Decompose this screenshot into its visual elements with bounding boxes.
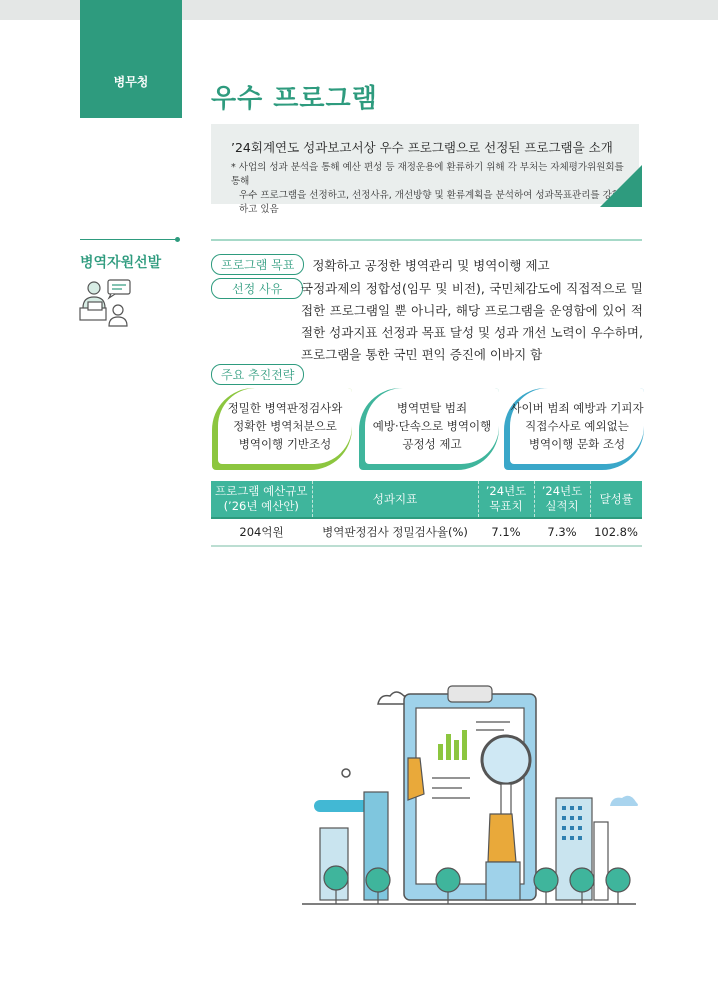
header-target: ’24년도 목표치	[478, 481, 534, 518]
header-indicator: 성과지표	[312, 481, 478, 518]
agency-name: 병무청	[113, 75, 149, 89]
table-row	[211, 518, 642, 546]
cell-budget: 204억원	[211, 518, 312, 546]
summary-note-1: * 사업의 성과 분석을 통해 예산 편성 등 재정운용에 환류하기 위해 각 부처는 자체평가위원회를 통해	[231, 162, 624, 187]
strategy-1-line3: 병역이행 기반조성	[238, 437, 332, 451]
cell-indicator: 병역판정검사 정밀검사율(%)	[312, 518, 478, 546]
strategy-2-line1: 병역면탈 범죄	[396, 401, 468, 415]
table-header-row	[211, 481, 642, 518]
page-title: 우수 프로그램	[211, 84, 378, 114]
strategy-1-line1: 정밀한 병역판정검사와	[227, 401, 343, 415]
strategy-card-2	[359, 388, 499, 470]
header-rate: 달성률	[590, 481, 642, 518]
summary-note-2: 우수 프로그램을 선정하고, 선정사유, 개선방향 및 환류계획을 분석하여 성과목표관리를 강화하고 있음	[239, 190, 621, 215]
strategy-3-line1: 사이버 범죄 예방과 기피자	[510, 401, 644, 415]
program-name: 병역자원선발	[80, 255, 162, 271]
strategy-3-line2: 직접수사로 예외없는	[525, 419, 629, 433]
clipboard-city-illustration	[300, 682, 640, 910]
cell-target: 7.1%	[478, 518, 534, 546]
kpi-table	[211, 481, 642, 547]
strategy-1-line2: 정확한 병역처분으로	[233, 419, 337, 433]
side-divider	[80, 239, 178, 240]
corner-accent	[600, 165, 642, 207]
reason-label: 선정 사유	[211, 278, 303, 299]
agency-tab	[80, 0, 182, 118]
strategy-card-3	[504, 388, 644, 470]
header-budget: 프로그램 예산규모 (’26년 예산안)	[211, 481, 312, 518]
strategy-2-line3: 공정성 제고	[402, 437, 462, 451]
header-actual: ’24년도 실적치	[534, 481, 590, 518]
summary-box	[211, 124, 639, 215]
strategy-row	[211, 364, 304, 385]
reason-text: 국정과제의 정합성(임무 및 비전), 국민체감도에 직접적으로 밀접한 프로그램일 뿐 아니라, 해당 프로그램을 운영함에 있어 적절한 성과지표 선정과 목표 달성 및 성과 개선 노력이 우수하며, 프로그램을 통한 국민 편익 증진에 이바지 함	[301, 281, 643, 362]
goal-row	[211, 254, 550, 275]
strategy-label: 주요 추진전략	[211, 364, 304, 385]
goal-label: 프로그램 목표	[211, 254, 304, 275]
strategy-3-line3: 병역이행 문화 조성	[528, 437, 626, 451]
content-divider	[211, 239, 642, 241]
meeting-people-icon	[78, 278, 136, 328]
strategy-card-1	[212, 388, 352, 470]
cell-rate: 102.8%	[590, 518, 642, 546]
goal-text: 정확하고 공정한 병역관리 및 병역이행 제고	[312, 257, 550, 273]
summary-main: ’24회계연도 성과보고서상 우수 프로그램으로 선정된 프로그램을 소개	[231, 140, 613, 155]
cell-actual: 7.3%	[534, 518, 590, 546]
strategy-2-line2: 예방·단속으로 병역이행	[372, 419, 492, 433]
